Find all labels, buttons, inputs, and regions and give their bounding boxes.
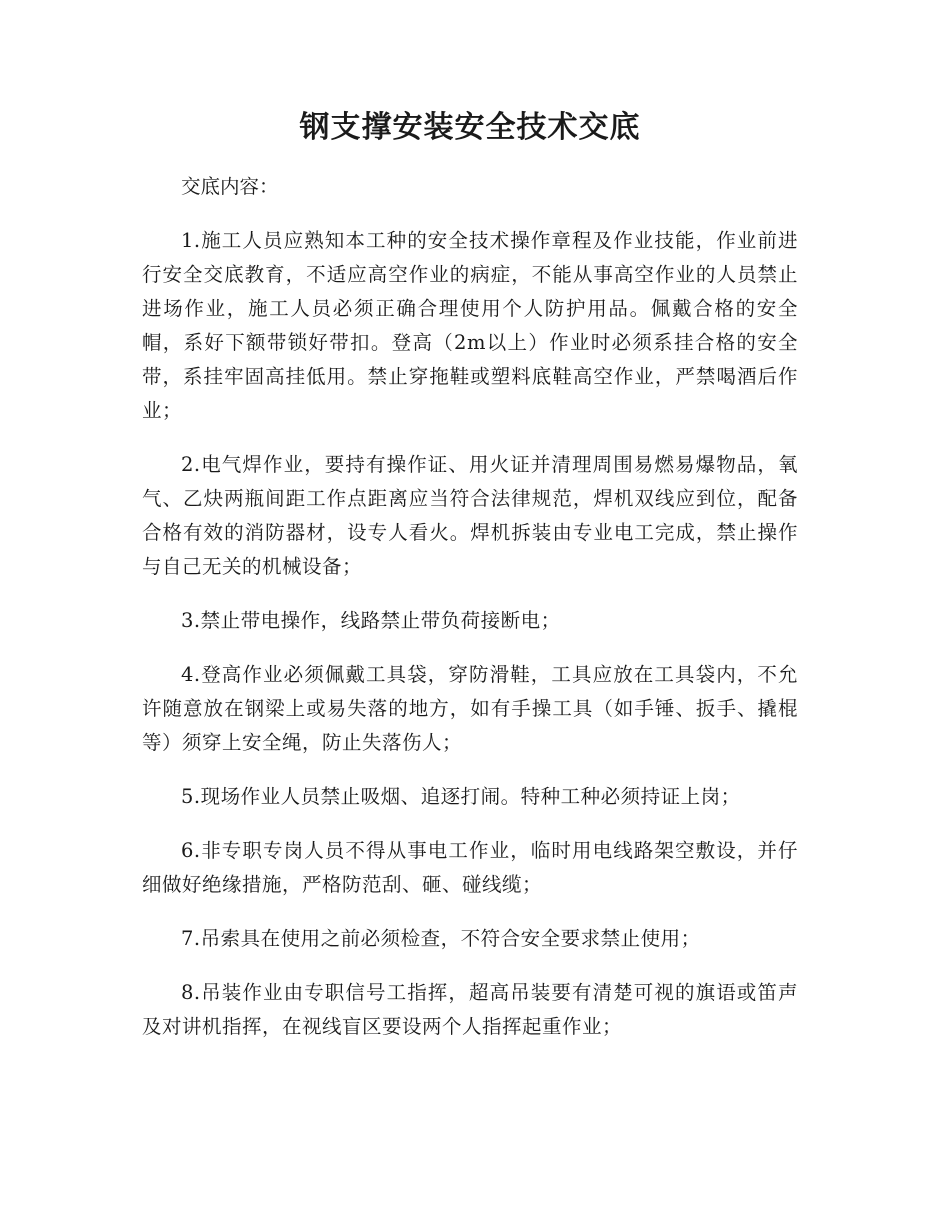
list-item-7: 7.吊索具在使用之前必须检查，不符合安全要求禁止使用； <box>181 927 701 950</box>
list-item-1: 1.施工人员应熟知本工种的安全技术操作章程及作业技能，作业前进行安全交底教育，不适应高空作业的病症，不能从事高空作业的人员禁止进场作业，施工人员必须正确合理使用个人防护用品。佩戴合格的安全帽，系好下额带锁好带扣。登高（2m以上）作业时必须系挂合格的安全带，系挂牢固高挂低用。禁止穿拖鞋或塑料底鞋高空作业，严禁喝酒后作业； <box>142 229 798 422</box>
list-item-2: 2.电气焊作业，要持有操作证、用火证并清理周围易燃易爆物品，氧气、乙炔两瓶间距工作点距离应当符合法律规范，焊机双线应到位，配备合格有效的消防器材，设专人看火。焊机拆装由专业电工完成，禁止操作与自己无关的机械设备； <box>142 453 798 578</box>
list-item-6: 6.非专职专岗人员不得从事电工作业，临时用电线路架空敷设，并仔细做好绝缘措施，严格防范刮、砸、碰线缆； <box>142 839 798 896</box>
list-item-4: 4.登高作业必须佩戴工具袋，穿防滑鞋，工具应放在工具袋内，不允许随意放在钢梁上或易失落的地方，如有手操工具（如手锤、扳手、撬棍等）须穿上安全绳，防止失落伤人； <box>142 663 798 754</box>
document-title: 钢支撑安装安全技术交底 <box>299 110 641 145</box>
list-item-5: 5.现场作业人员禁止吸烟、追逐打闹。特种工种必须持证上岗； <box>181 785 741 808</box>
list-item-3: 3.禁止带电操作，线路禁止带负荷接断电； <box>181 609 561 632</box>
list-item-8: 8.吊装作业由专职信号工指挥，超高吊装要有清楚可视的旗语或笛声及对讲机指挥，在视线盲区要设两个人指挥起重作业； <box>142 981 798 1038</box>
intro-label: 交底内容： <box>181 175 279 198</box>
